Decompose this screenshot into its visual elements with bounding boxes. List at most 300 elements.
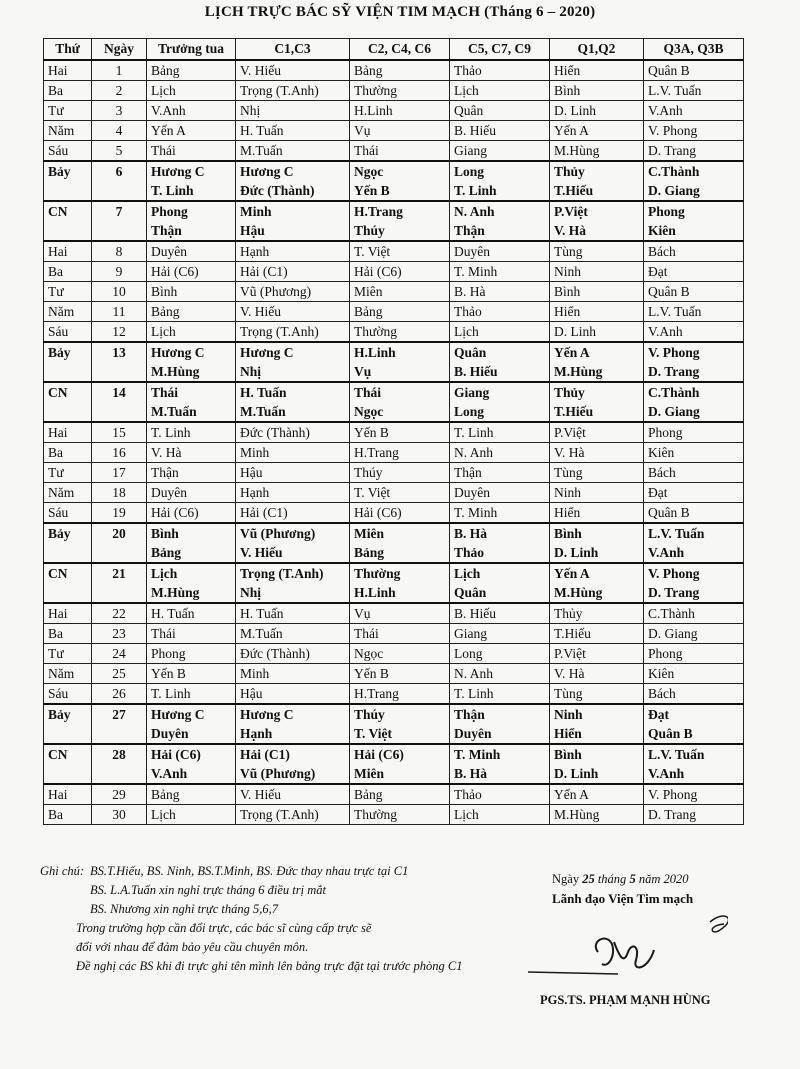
duty-name-cell: Thủy — [550, 382, 644, 402]
table-row — [44, 141, 744, 162]
duty-name-cell: Bảng — [350, 784, 450, 805]
duty-name-cell: T. Việt — [350, 241, 450, 262]
weekday-cell: Sáu — [44, 141, 92, 162]
duty-name-cell: V. Phong — [644, 121, 744, 141]
duty-name-cell: Hậu — [236, 463, 350, 483]
notes-section — [40, 862, 462, 976]
duty-name-cell: Duyên — [147, 241, 236, 262]
table-row — [44, 402, 744, 422]
duty-name-cell: Yến A — [147, 121, 236, 141]
duty-name-cell: Thận — [450, 221, 550, 241]
date-cell: 14 — [92, 382, 147, 422]
duty-name-cell: Đạt — [644, 262, 744, 282]
duty-name-cell: Phong — [644, 644, 744, 664]
duty-name-cell: H. Tuấn — [236, 121, 350, 141]
duty-name-cell: T.Hiếu — [550, 402, 644, 422]
duty-name-cell: B. Hà — [450, 282, 550, 302]
duty-name-cell: Lịch — [147, 322, 236, 343]
date-month: 5 — [629, 872, 636, 886]
duty-name-cell: Thận — [450, 704, 550, 724]
duty-name-cell: Hương C — [147, 161, 236, 181]
duty-name-cell: Duyên — [147, 483, 236, 503]
duty-name-cell: Hải (C6) — [147, 262, 236, 282]
weekday-cell: Bảy — [44, 342, 92, 382]
duty-name-cell: Đức (Thành) — [236, 644, 350, 664]
date-cell: 8 — [92, 241, 147, 262]
weekday-cell: CN — [44, 744, 92, 784]
date-cell: 6 — [92, 161, 147, 201]
duty-name-cell: Vụ — [350, 603, 450, 624]
date-cell: 5 — [92, 141, 147, 162]
duty-name-cell: Ngọc — [350, 161, 450, 181]
col-header-c2-c4-c6: C2, C4, C6 — [350, 39, 450, 61]
duty-name-cell: Trọng (T.Anh) — [236, 805, 350, 825]
duty-name-cell: D. Linh — [550, 322, 644, 343]
duty-name-cell: C.Thành — [644, 161, 744, 181]
duty-name-cell: Hương C — [147, 342, 236, 362]
date-year: năm 2020 — [638, 872, 689, 886]
handwritten-signature — [528, 912, 728, 982]
weekday-cell: Sáu — [44, 322, 92, 343]
duty-name-cell: D. Linh — [550, 543, 644, 563]
table-row — [44, 382, 744, 402]
date-cell: 18 — [92, 483, 147, 503]
duty-name-cell: Thái — [147, 624, 236, 644]
table-row — [44, 744, 744, 764]
duty-name-cell: Lịch — [450, 322, 550, 343]
col-header-q1-q2: Q1,Q2 — [550, 39, 644, 61]
duty-name-cell: Vũ (Phương) — [236, 764, 350, 784]
duty-name-cell: H.Trang — [350, 201, 450, 221]
duty-name-cell: V. Hiếu — [236, 60, 350, 81]
duty-name-cell: Bảng — [147, 302, 236, 322]
duty-name-cell: Thái — [147, 382, 236, 402]
date-cell: 21 — [92, 563, 147, 603]
duty-name-cell: Vũ (Phương) — [236, 282, 350, 302]
note-line: BS. L.A.Tuấn xin nghỉ trực tháng 6 điều trị mắt — [90, 883, 326, 897]
duty-name-cell: Giang — [450, 624, 550, 644]
duty-name-cell: Minh — [236, 443, 350, 463]
duty-name-cell: Thúy — [350, 463, 450, 483]
duty-name-cell: Quân B — [644, 724, 744, 744]
duty-name-cell: Thảo — [450, 543, 550, 563]
date-cell: 27 — [92, 704, 147, 744]
col-header-weekday: Thứ — [44, 39, 92, 61]
duty-name-cell: T. Minh — [450, 744, 550, 764]
date-cell: 13 — [92, 342, 147, 382]
date-cell: 3 — [92, 101, 147, 121]
duty-name-cell: M.Hùng — [550, 583, 644, 603]
date-cell: 16 — [92, 443, 147, 463]
duty-name-cell: Nhị — [236, 362, 350, 382]
duty-name-cell: V.Anh — [147, 764, 236, 784]
duty-name-cell: B. Hiếu — [450, 121, 550, 141]
duty-name-cell: N. Anh — [450, 201, 550, 221]
duty-name-cell: Yến A — [550, 342, 644, 362]
duty-name-cell: Hạnh — [236, 724, 350, 744]
weekday-cell: Ba — [44, 443, 92, 463]
col-header-c5-c7-c9: C5, C7, C9 — [450, 39, 550, 61]
note-line: BS. Nhương xin nghỉ trực tháng 5,6,7 — [90, 902, 279, 916]
duty-name-cell: Hương C — [147, 704, 236, 724]
duty-name-cell: V.Anh — [644, 764, 744, 784]
duty-name-cell: Thường — [350, 805, 450, 825]
weekday-cell: Tư — [44, 644, 92, 664]
duty-name-cell: Long — [450, 402, 550, 422]
duty-name-cell: T. Minh — [450, 503, 550, 524]
date-prefix: Ngày — [552, 872, 580, 886]
table-row — [44, 563, 744, 583]
duty-name-cell: V. Hà — [550, 664, 644, 684]
date-day: 25 — [582, 872, 595, 886]
table-row — [44, 60, 744, 81]
duty-name-cell: Thủy — [550, 603, 644, 624]
date-cell: 23 — [92, 624, 147, 644]
duty-name-cell: Thúy — [350, 221, 450, 241]
duty-name-cell: Yến B — [147, 664, 236, 684]
duty-name-cell: Hạnh — [236, 483, 350, 503]
duty-name-cell: Kiên — [644, 443, 744, 463]
duty-name-cell: Tùng — [550, 241, 644, 262]
duty-name-cell: B. Hiếu — [450, 362, 550, 382]
date-cell: 7 — [92, 201, 147, 241]
weekday-cell: Tư — [44, 101, 92, 121]
duty-name-cell: D. Trang — [644, 362, 744, 382]
duty-name-cell: Quân — [450, 342, 550, 362]
table-row — [44, 483, 744, 503]
duty-name-cell: V. Hiếu — [236, 302, 350, 322]
duty-name-cell: Quân B — [644, 282, 744, 302]
note-line: Đề nghị các BS khi đi trực ghi tên mình lên bảng trực đặt tại trước phòng C1 — [76, 959, 463, 973]
signing-organization: Lãnh đạo Viện Tim mạch — [552, 891, 694, 906]
duty-name-cell: Kiên — [644, 221, 744, 241]
duty-name-cell: L.V. Tuấn — [644, 302, 744, 322]
duty-name-cell: T. Linh — [450, 422, 550, 443]
duty-name-cell: Nhị — [236, 101, 350, 121]
duty-name-cell: D. Trang — [644, 141, 744, 162]
duty-name-cell: Thận — [450, 463, 550, 483]
duty-name-cell: Hải (C6) — [147, 744, 236, 764]
duty-name-cell: Thận — [147, 221, 236, 241]
page-title: LỊCH TRỰC BÁC SỸ VIỆN TIM MẠCH (Tháng 6 – 2020) — [204, 4, 596, 20]
weekday-cell: Bảy — [44, 704, 92, 744]
duty-name-cell: T. Việt — [350, 724, 450, 744]
duty-name-cell: M.Tuấn — [236, 402, 350, 422]
table-row — [44, 624, 744, 644]
duty-name-cell: V. Phong — [644, 784, 744, 805]
duty-name-cell: D. Linh — [550, 764, 644, 784]
date-cell: 17 — [92, 463, 147, 483]
duty-name-cell: V.Anh — [147, 101, 236, 121]
table-row — [44, 81, 744, 101]
duty-name-cell: Thường — [350, 322, 450, 343]
duty-name-cell: M.Tuấn — [236, 141, 350, 162]
sign-date — [552, 872, 693, 887]
duty-name-cell: T. Linh — [450, 684, 550, 705]
table-row — [44, 362, 744, 382]
duty-name-cell: Hải (C6) — [350, 744, 450, 764]
duty-name-cell: H. Tuấn — [236, 603, 350, 624]
table-row — [44, 764, 744, 784]
duty-name-cell: Miên — [350, 523, 450, 543]
duty-name-cell: Nhị — [236, 583, 350, 603]
duty-name-cell: H.Linh — [350, 101, 450, 121]
duty-name-cell: Bảng — [147, 784, 236, 805]
duty-name-cell: Lịch — [147, 563, 236, 583]
table-row — [44, 121, 744, 141]
duty-name-cell: Phong — [147, 644, 236, 664]
weekday-cell: Ba — [44, 624, 92, 644]
duty-name-cell: Giang — [450, 141, 550, 162]
duty-name-cell: P.Việt — [550, 201, 644, 221]
weekday-cell: Năm — [44, 483, 92, 503]
weekday-cell: Sáu — [44, 503, 92, 524]
duty-name-cell: Hải (C1) — [236, 744, 350, 764]
table-row — [44, 704, 744, 724]
duty-name-cell: D. Trang — [644, 805, 744, 825]
duty-name-cell: Vũ (Phương) — [236, 523, 350, 543]
duty-name-cell: Phong — [147, 201, 236, 221]
duty-name-cell: Thảo — [450, 60, 550, 81]
duty-name-cell: Yến A — [550, 563, 644, 583]
duty-name-cell: Lịch — [147, 81, 236, 101]
duty-name-cell: Ngọc — [350, 644, 450, 664]
duty-name-cell: Lịch — [450, 81, 550, 101]
col-header-c1-c3: C1,C3 — [236, 39, 350, 61]
duty-name-cell: Duyên — [450, 483, 550, 503]
signer-name: PGS.TS. PHẠM MẠNH HÙNG — [540, 993, 711, 1007]
duty-name-cell: T. Linh — [450, 181, 550, 201]
duty-name-cell: T. Linh — [147, 181, 236, 201]
duty-name-cell: Miên — [350, 282, 450, 302]
table-header-row — [44, 39, 744, 61]
duty-name-cell: Kiên — [644, 664, 744, 684]
duty-name-cell: Long — [450, 644, 550, 664]
date-cell: 26 — [92, 684, 147, 705]
duty-name-cell: B. Hà — [450, 523, 550, 543]
duty-name-cell: Thái — [350, 141, 450, 162]
duty-name-cell: Trọng (T.Anh) — [236, 81, 350, 101]
schedule-body — [44, 60, 744, 825]
weekday-cell: Hai — [44, 60, 92, 81]
duty-name-cell: Vụ — [350, 362, 450, 382]
duty-name-cell: D. Giang — [644, 181, 744, 201]
col-header-shift-lead: Trưởng tua — [147, 39, 236, 61]
table-row — [44, 262, 744, 282]
table-row — [44, 342, 744, 362]
duty-name-cell: Thảo — [450, 784, 550, 805]
duty-name-cell: H.Trang — [350, 684, 450, 705]
date-cell: 29 — [92, 784, 147, 805]
table-row — [44, 644, 744, 664]
weekday-cell: Ba — [44, 805, 92, 825]
duty-name-cell: Thái — [350, 382, 450, 402]
duty-name-cell: D. Trang — [644, 583, 744, 603]
duty-name-cell: V. Hà — [550, 221, 644, 241]
duty-name-cell: Hương C — [236, 161, 350, 181]
duty-name-cell: B. Hiếu — [450, 603, 550, 624]
duty-name-cell: Thảo — [450, 302, 550, 322]
date-cell: 9 — [92, 262, 147, 282]
signature-block — [552, 872, 693, 907]
duty-name-cell: Yến A — [550, 784, 644, 805]
weekday-cell: Hai — [44, 603, 92, 624]
duty-name-cell: Yến B — [350, 422, 450, 443]
duty-name-cell: Hạnh — [236, 241, 350, 262]
date-cell: 19 — [92, 503, 147, 524]
weekday-cell: Hai — [44, 784, 92, 805]
duty-name-cell: H. Tuấn — [236, 382, 350, 402]
table-row — [44, 503, 744, 524]
weekday-cell: Năm — [44, 121, 92, 141]
date-cell: 10 — [92, 282, 147, 302]
duty-name-cell: H.Linh — [350, 342, 450, 362]
duty-name-cell: L.V. Tuấn — [644, 81, 744, 101]
table-row — [44, 302, 744, 322]
duty-name-cell: M.Tuấn — [147, 402, 236, 422]
duty-name-cell: Duyên — [147, 724, 236, 744]
table-row — [44, 603, 744, 624]
duty-name-cell: Ninh — [550, 704, 644, 724]
duty-name-cell: M.Hùng — [147, 583, 236, 603]
duty-name-cell: Bảng — [350, 60, 450, 81]
duty-name-cell: P.Việt — [550, 422, 644, 443]
table-row — [44, 583, 744, 603]
duty-name-cell: Hải (C1) — [236, 503, 350, 524]
date-cell: 2 — [92, 81, 147, 101]
duty-name-cell: P.Việt — [550, 644, 644, 664]
duty-name-cell: V.Anh — [644, 101, 744, 121]
table-row — [44, 664, 744, 684]
duty-name-cell: B. Hà — [450, 764, 550, 784]
duty-name-cell: Hậu — [236, 684, 350, 705]
duty-name-cell: H.Linh — [350, 583, 450, 603]
duty-name-cell: M.Hùng — [550, 362, 644, 382]
duty-name-cell: Quân B — [644, 503, 744, 524]
duty-name-cell: M.Hùng — [550, 141, 644, 162]
duty-name-cell: Bảng — [350, 543, 450, 563]
duty-name-cell: Duyên — [450, 241, 550, 262]
duty-name-cell: Bình — [550, 744, 644, 764]
duty-name-cell: Ninh — [550, 262, 644, 282]
note-line: BS.T.Hiếu, BS. Ninh, BS.T.Minh, BS. Đức thay nhau trực tại C1 — [90, 864, 409, 878]
table-row — [44, 422, 744, 443]
table-row — [44, 784, 744, 805]
duty-name-cell: Bình — [147, 523, 236, 543]
duty-name-cell: T. Minh — [450, 262, 550, 282]
duty-name-cell: Phong — [644, 422, 744, 443]
duty-name-cell: T.Hiếu — [550, 624, 644, 644]
date-cell: 1 — [92, 60, 147, 81]
weekday-cell: CN — [44, 382, 92, 422]
duty-name-cell: V. Hà — [147, 443, 236, 463]
weekday-cell: CN — [44, 563, 92, 603]
note-line: Trong trường hợp cần đổi trực, các bác sĩ cùng cấp trực sẽ — [76, 921, 372, 935]
table-row — [44, 201, 744, 221]
date-cell: 30 — [92, 805, 147, 825]
date-cell: 20 — [92, 523, 147, 563]
duty-name-cell: Thận — [147, 463, 236, 483]
duty-name-cell: Ninh — [550, 483, 644, 503]
duty-name-cell: M.Hùng — [147, 362, 236, 382]
duty-name-cell: V. Hiếu — [236, 784, 350, 805]
date-cell: 4 — [92, 121, 147, 141]
duty-name-cell: Tùng — [550, 684, 644, 705]
duty-name-cell: C.Thành — [644, 382, 744, 402]
duty-name-cell: Thủy — [550, 161, 644, 181]
duty-name-cell: Ngọc — [350, 402, 450, 422]
duty-name-cell: N. Anh — [450, 443, 550, 463]
duty-name-cell: D. Linh — [550, 101, 644, 121]
duty-name-cell: M.Tuấn — [236, 624, 350, 644]
duty-name-cell: Trọng (T.Anh) — [236, 563, 350, 583]
date-cell: 24 — [92, 644, 147, 664]
duty-name-cell: Hương C — [236, 342, 350, 362]
weekday-cell: Ba — [44, 81, 92, 101]
duty-name-cell: V. Hà — [550, 443, 644, 463]
weekday-cell: Sáu — [44, 684, 92, 705]
weekday-cell: Năm — [44, 664, 92, 684]
table-row — [44, 241, 744, 262]
duty-name-cell: Bảng — [147, 543, 236, 563]
date-month-label: tháng — [597, 872, 627, 886]
duty-name-cell: Long — [450, 161, 550, 181]
table-row — [44, 282, 744, 302]
date-cell: 11 — [92, 302, 147, 322]
duty-name-cell: Thái — [147, 141, 236, 162]
duty-name-cell: Minh — [236, 664, 350, 684]
duty-name-cell: Bách — [644, 241, 744, 262]
duty-name-cell: V. Phong — [644, 342, 744, 362]
duty-name-cell: M.Hùng — [550, 805, 644, 825]
date-cell: 12 — [92, 322, 147, 343]
duty-name-cell: L.V. Tuấn — [644, 523, 744, 543]
duty-name-cell: Miên — [350, 764, 450, 784]
notes-label: Ghi chú: — [40, 864, 85, 878]
duty-name-cell: Duyên — [450, 724, 550, 744]
duty-name-cell: V.Anh — [644, 543, 744, 563]
duty-name-cell: Thái — [350, 624, 450, 644]
duty-name-cell: Hải (C6) — [350, 262, 450, 282]
duty-name-cell: T. Linh — [147, 684, 236, 705]
duty-name-cell: Bình — [550, 81, 644, 101]
weekday-cell: Bảy — [44, 523, 92, 563]
duty-name-cell: Hải (C6) — [350, 503, 450, 524]
duty-name-cell: Lịch — [147, 805, 236, 825]
table-row — [44, 322, 744, 343]
weekday-cell: Tư — [44, 463, 92, 483]
duty-name-cell: Bảng — [147, 60, 236, 81]
duty-name-cell: Đức (Thành) — [236, 181, 350, 201]
duty-name-cell: Hiển — [550, 302, 644, 322]
date-cell: 28 — [92, 744, 147, 784]
col-header-q3a-q3b: Q3A, Q3B — [644, 39, 744, 61]
duty-name-cell: Đức (Thành) — [236, 422, 350, 443]
duty-name-cell: Lịch — [450, 563, 550, 583]
duty-name-cell: Lịch — [450, 805, 550, 825]
duty-name-cell: Quân — [450, 583, 550, 603]
table-row — [44, 805, 744, 825]
table-row — [44, 724, 744, 744]
duty-name-cell: T.Hiếu — [550, 181, 644, 201]
duty-name-cell: Yến B — [350, 181, 450, 201]
duty-name-cell: Quân B — [644, 60, 744, 81]
table-row — [44, 101, 744, 121]
weekday-cell: Tư — [44, 282, 92, 302]
date-cell: 22 — [92, 603, 147, 624]
duty-name-cell: Minh — [236, 201, 350, 221]
weekday-cell: Năm — [44, 302, 92, 322]
